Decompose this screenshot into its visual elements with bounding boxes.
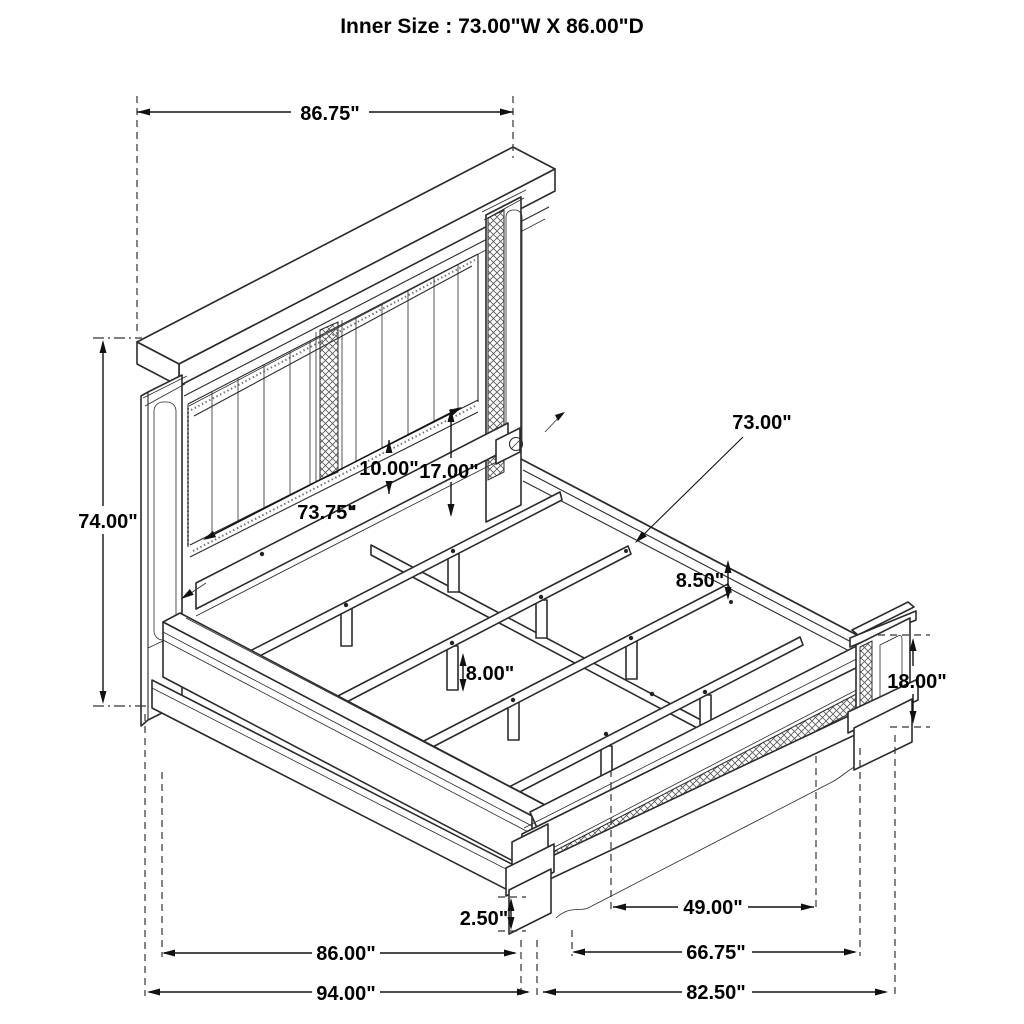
dim-panel-to-rail: 10.00" — [359, 458, 419, 480]
dim-panel-width: 73.75" — [297, 502, 357, 524]
dim-panel-to-slat: 17.00" — [419, 461, 479, 483]
dim-rail-to-slat-drop: 8.50" — [675, 570, 725, 592]
dim-side-rail-length: 86.00" — [316, 943, 376, 965]
slat-leg — [626, 641, 637, 679]
head-crossbar — [196, 423, 523, 616]
right-panel-planks — [356, 264, 458, 462]
diagram-title: Inner Size : 73.00"W X 86.00"D — [340, 15, 644, 38]
dim-overall-depth: 94.00" — [316, 983, 376, 1005]
slat-leg — [536, 600, 547, 638]
dim-leg-height: 8.00" — [465, 663, 515, 685]
near-side-rail — [152, 613, 549, 908]
dim-footboard-inner-span: 49.00" — [683, 897, 743, 919]
dim-slat-length: 73.00" — [732, 412, 792, 434]
far-side-rail — [521, 459, 857, 655]
slat-leg-8in — [447, 646, 458, 690]
slat — [246, 492, 562, 662]
dim-footboard-height: 18.00" — [887, 671, 947, 693]
dim-headboard-height: 74.00" — [78, 511, 138, 533]
slat-leg — [448, 554, 459, 592]
dim-headboard-width: 86.75" — [300, 103, 360, 125]
dim-overall-width: 82.50" — [686, 982, 746, 1004]
left-panel-planks — [212, 341, 310, 534]
middle-rope-trim — [320, 322, 338, 480]
dim-footboard-span: 66.75" — [686, 942, 746, 964]
dim-foot-base-height: 2.50" — [459, 908, 509, 930]
